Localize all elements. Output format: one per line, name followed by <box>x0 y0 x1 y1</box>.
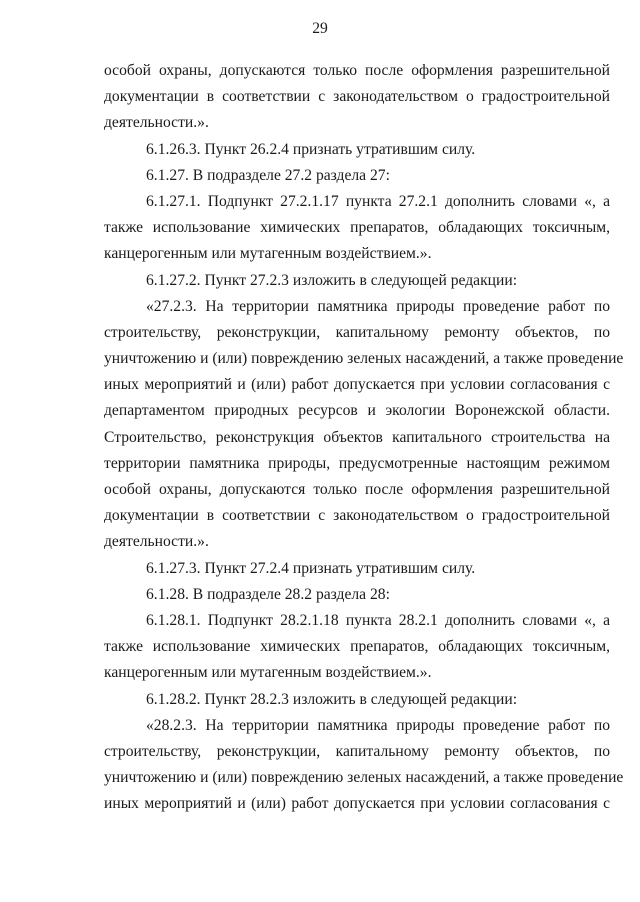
text-line: документации в соответствии с законодательством о градостроительной <box>104 88 610 106</box>
text-line: 6.1.26.3. Пункт 26.2.4 признать утратившим силу. <box>146 140 476 158</box>
text-line: 6.1.27.3. Пункт 27.2.4 признать утратившим силу. <box>146 559 476 577</box>
page-number: 29 <box>312 20 328 37</box>
text-line: «27.2.3. На территории памятника природы проведение работ по <box>146 297 610 315</box>
text-line: 6.1.28.2. Пункт 28.2.3 изложить в следующей редакции: <box>146 690 518 708</box>
text-line: Строительство, реконструкция объектов капитального строительства на <box>104 428 610 446</box>
text-line: «28.2.3. На территории памятника природы проведение работ по <box>146 716 610 734</box>
text-line: деятельности.». <box>104 533 209 551</box>
text-line: иных мероприятий и (или) работ допускается при условии согласования с <box>104 376 610 394</box>
text-line: также использование химических препаратов, обладающих токсичным, <box>104 219 610 237</box>
text-line: строительству, реконструкции, капитальному ремонту объектов, по <box>104 742 610 760</box>
text-line: особой охраны, допускаются только после оформления разрешительной <box>104 481 610 498</box>
text-line: уничтожению и (или) повреждению зеленых насаждений, а также проведение <box>104 350 624 368</box>
text-line: 6.1.27.1. Подпункт 27.2.1.17 пункта 27.2.1 дополнить словами «, а <box>146 192 610 210</box>
text-line: деятельности.». <box>104 114 209 132</box>
text-line: 6.1.28.1. Подпункт 28.2.1.18 пункта 28.2.1 дополнить словами «, а <box>146 611 610 629</box>
text-line: документации в соответствии с законодательством о градостроительной <box>104 507 610 525</box>
text-line: уничтожению и (или) повреждению зеленых насаждений, а также проведение <box>104 769 624 787</box>
text-line: территории памятника природы, предусмотренные настоящим режимом <box>104 454 610 472</box>
text-line: иных мероприятий и (или) работ допускается при условии согласования с <box>104 795 610 813</box>
document-body <box>104 58 624 817</box>
text-line: канцерогенным или мутагенным воздействием.». <box>104 245 432 263</box>
text-line: 6.1.27.2. Пункт 27.2.3 изложить в следующей редакции: <box>146 271 518 289</box>
text-line: также использование химических препаратов, обладающих токсичным, <box>104 638 610 656</box>
text-line: канцерогенным или мутагенным воздействием.». <box>104 664 432 682</box>
text-line: строительству, реконструкции, капитальному ремонту объектов, по <box>104 323 610 341</box>
text-line: 6.1.27. В подразделе 27.2 раздела 27: <box>146 166 390 184</box>
text-line: 6.1.28. В подразделе 28.2 раздела 28: <box>146 585 390 603</box>
text-line: особой охраны, допускаются только после оформления разрешительной <box>104 62 610 79</box>
text-line: департаментом природных ресурсов и экологии Воронежской области. <box>104 402 610 420</box>
